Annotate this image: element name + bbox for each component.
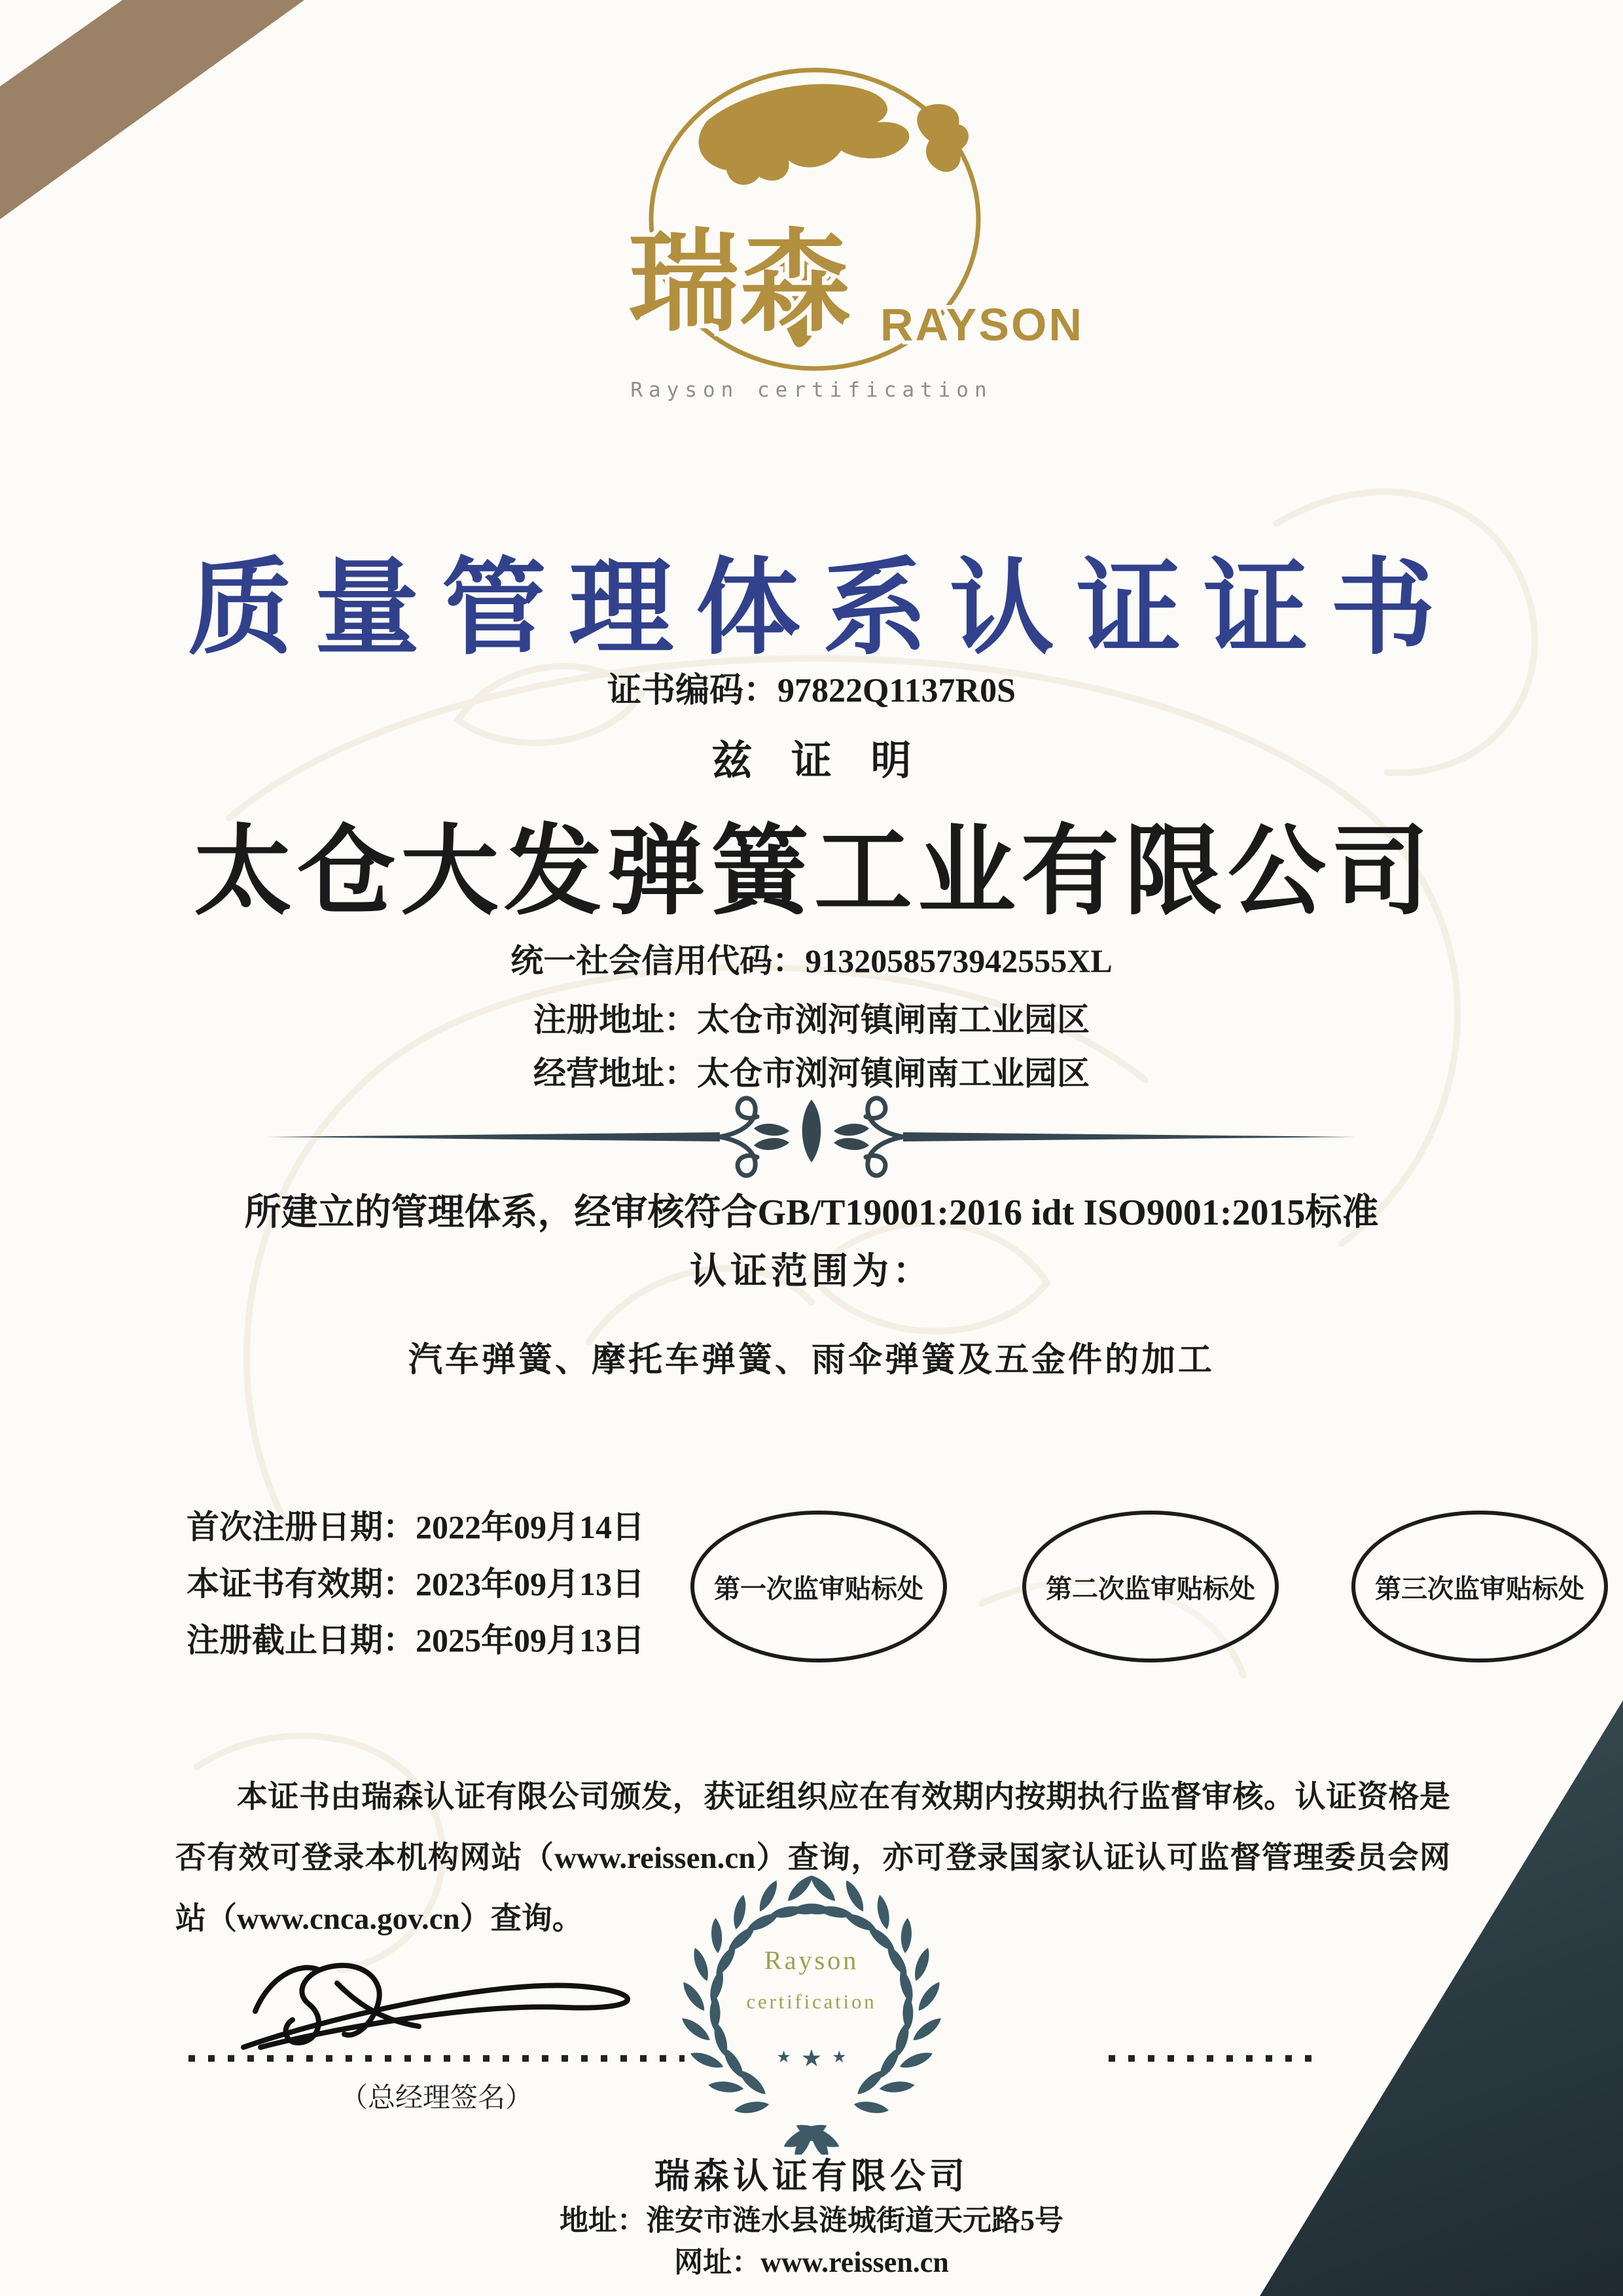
surveillance-stamp-oval-3 xyxy=(1351,1511,1608,1662)
seal-star-left: ★ xyxy=(776,2049,791,2067)
first-registration-date-value: 2022年09月14日 xyxy=(416,1509,645,1545)
validity-date-label: 本证书有效期： xyxy=(187,1566,416,1602)
ornamental-divider xyxy=(262,1088,1361,1186)
scope-text: 汽车弹簧、摩托车弹簧、雨伞弹簧及五金件的加工 xyxy=(408,1342,1215,1379)
validity-date-value: 2023年09月13日 xyxy=(416,1566,645,1602)
wreath-leaves xyxy=(674,1873,949,2155)
seal-star-center: ★ xyxy=(800,2044,823,2072)
surveillance-stamp-oval-2 xyxy=(1022,1511,1279,1662)
validity-date-line xyxy=(187,1558,645,1605)
signature-caption: （总经理签名） xyxy=(340,2083,533,2113)
expiry-date-line xyxy=(187,1614,645,1661)
issuer-address-label: 地址： xyxy=(560,2204,646,2236)
surveillance-stamp-3-label: 第三次监审贴标处 xyxy=(1375,1573,1584,1604)
business-address-label: 经营地址： xyxy=(533,1055,697,1092)
rayson-globe-logo xyxy=(609,62,1145,376)
issuer-address-value: 淮安市涟水县涟城街道天元路5号 xyxy=(646,2204,1063,2236)
issuer-website-line xyxy=(0,2238,1623,2280)
logo-tagline: Rayson certification xyxy=(630,378,993,402)
surveillance-stamp-2-label: 第二次监审贴标处 xyxy=(1046,1573,1255,1604)
globe-landmass-europe xyxy=(917,104,969,172)
seal-line2: certification xyxy=(746,1990,877,2013)
certificate-number-value: 97822Q1137R0S xyxy=(777,672,1016,709)
issuer-address-line xyxy=(0,2197,1623,2238)
credit-code-value: 9132058573942555XL xyxy=(805,942,1113,979)
registered-address-label: 注册地址： xyxy=(533,1001,697,1038)
issuer-notice-paragraph: 本证书由瑞森认证有限公司颁发，获证组织应在有效期内按期执行监督审核。认证资格是否有效可登录本机构网站（www.reissen.cn）查询，亦可登录国家认证认可监督管理委员会网站（www.cnca.gov.cn）查询。 xyxy=(175,1780,1450,1937)
seal-dotted-line xyxy=(1109,2055,1323,2062)
first-registration-date-label: 首次注册日期： xyxy=(187,1509,416,1545)
logo-zh-text: 瑞森 xyxy=(628,221,851,345)
certificate-title: 质量管理体系认证证书 xyxy=(187,550,1457,667)
business-address-value: 太仓市浏河镇闸南工业园区 xyxy=(697,1055,1090,1092)
certificate-number-line xyxy=(0,662,1623,711)
credit-code-line xyxy=(0,935,1623,982)
expiry-date-value: 2025年09月13日 xyxy=(416,1622,645,1659)
issuer-website-value: www.reissen.cn xyxy=(760,2246,949,2278)
surveillance-stamp-1-label: 第一次监审贴标处 xyxy=(714,1573,923,1604)
registered-address-line xyxy=(0,994,1623,1041)
globe-landmass-north xyxy=(699,84,910,185)
certificate-number-label: 证书编码： xyxy=(607,672,777,709)
signature-dotted-line xyxy=(188,2055,685,2062)
issuer-website-label: 网址： xyxy=(674,2246,761,2278)
first-registration-date-line xyxy=(187,1501,645,1548)
registered-address-value: 太仓市浏河镇闸南工业园区 xyxy=(697,1001,1090,1038)
standard-statement: 所建立的管理体系，经审核符合GB/T19001:2016 idt ISO9001:2015标准 xyxy=(244,1193,1379,1233)
surveillance-stamp-oval-1 xyxy=(690,1511,947,1662)
scope-heading: 认证范围为： xyxy=(690,1251,933,1292)
logo-en-text: RAYSON xyxy=(880,299,1084,350)
expiry-date-label: 注册截止日期： xyxy=(187,1622,416,1659)
seal-line1: Rayson xyxy=(764,1945,859,1975)
company-name: 太仓大发弹簧工业有限公司 xyxy=(193,818,1435,927)
credit-code-label: 统一社会信用代码： xyxy=(510,942,806,979)
rayson-wreath-seal xyxy=(673,1873,950,2155)
issuer-name: 瑞森认证有限公司 xyxy=(654,2157,969,2196)
general-manager-signature xyxy=(223,1943,694,2060)
seal-star-right: ★ xyxy=(832,2049,847,2067)
attest-heading: 兹 证 明 xyxy=(711,739,926,783)
